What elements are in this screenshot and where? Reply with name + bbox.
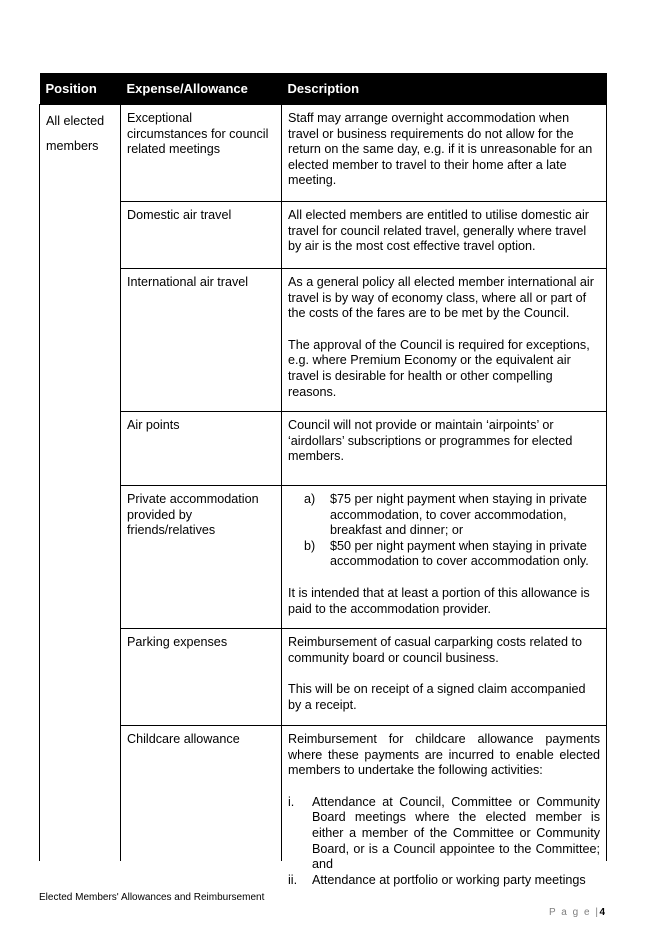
list-marker: i. — [288, 794, 295, 809]
description-cell — [282, 629, 607, 726]
page-separator: | — [595, 907, 600, 918]
list-text: Attendance at Council, Committee or Community Board meetings where the elected member is either a member of the Committee or Community Board, or is a Council appointee to the Committee; and — [312, 794, 600, 872]
expense-cell: Exceptional circumstances for council related meetings — [121, 105, 282, 202]
position-cell — [40, 105, 121, 862]
list-marker: b) — [304, 538, 316, 553]
description-paragraph: Reimbursement of casual carparking costs related to community board or council business. — [288, 635, 582, 665]
description-paragraph: Council will not provide or maintain ‘airpoints’ or ‘airdollars’ subscriptions or programmes for elected members. — [288, 418, 573, 464]
description-cut-wrapper — [288, 732, 600, 887]
header-expense: Expense/Allowance — [121, 73, 282, 105]
position-line2: members — [46, 139, 99, 153]
table-row — [40, 202, 607, 269]
expense-cell: Air points — [121, 412, 282, 486]
footer-page-indicator — [549, 907, 605, 918]
description-paragraph: The approval of the Council is required for exceptions, e.g. where Premium Economy or the equivalent air travel is desirable for health or other compelling reasons. — [288, 337, 590, 399]
description-paragraph: All elected members are entitled to utilise domestic air travel for council related travel, generally where travel by air is the most cost effective travel option. — [288, 208, 589, 254]
table-row — [40, 629, 607, 726]
expense-cell: Private accommodation provided by friends/relatives — [121, 486, 282, 629]
header-description: Description — [282, 73, 607, 105]
expense-cell: Childcare allowance — [121, 726, 282, 862]
list-item — [288, 492, 600, 539]
page-number: 4 — [599, 907, 605, 918]
table-row — [40, 486, 607, 629]
expense-cell: International air travel — [121, 269, 282, 412]
table-row — [40, 269, 607, 412]
description-cell — [282, 269, 607, 412]
list-item — [288, 539, 600, 570]
list-item — [288, 873, 600, 889]
table-row — [40, 105, 607, 202]
description-paragraph: This will be on receipt of a signed claim accompanied by a receipt. — [288, 682, 586, 712]
childcare-activities-list — [288, 795, 600, 889]
list-text: $75 per night payment when staying in private accommodation, to cover accommodation, breakfast and dinner; or — [330, 492, 587, 538]
table-header-row — [40, 73, 607, 105]
list-item — [288, 795, 600, 873]
table-row — [40, 412, 607, 486]
description-paragraph: It is intended that at least a portion of this allowance is paid to the accommodation provider. — [288, 585, 590, 616]
page-label: P a g e — [549, 907, 592, 918]
description-paragraph: As a general policy all elected member international air travel is by way of economy class, where all or part of the costs of the fares are to be met by the Council. — [288, 275, 594, 321]
description-paragraph: Reimbursement for childcare allowance payments where these payments are incurred to enable elected members to undertake the following activities: — [288, 732, 600, 778]
description-cell — [282, 412, 607, 486]
list-marker: a) — [304, 492, 316, 506]
list-text: $50 per night payment when staying in private accommodation to cover accommodation only. — [330, 538, 589, 569]
description-cell — [282, 486, 607, 629]
position-line1: All elected — [46, 114, 105, 128]
description-cell — [282, 105, 607, 202]
accommodation-options-list — [288, 492, 600, 570]
header-position: Position — [40, 73, 121, 105]
expense-cell: Domestic air travel — [121, 202, 282, 269]
list-marker: ii. — [288, 872, 298, 887]
allowances-table — [39, 73, 607, 887]
table-row — [40, 726, 607, 862]
description-cell — [282, 726, 607, 887]
expense-cell: Parking expenses — [121, 629, 282, 726]
footer-document-title: Elected Members' Allowances and Reimbursement — [39, 892, 265, 903]
description-cell — [282, 202, 607, 269]
list-text: Attendance at portfolio or working party meetings — [312, 872, 586, 887]
description-paragraph: Staff may arrange overnight accommodation when travel or business requirements do not allow for the return on the same day, e.g. if it is unreasonable for an elected member to travel to their home after a late meeting. — [288, 111, 593, 188]
